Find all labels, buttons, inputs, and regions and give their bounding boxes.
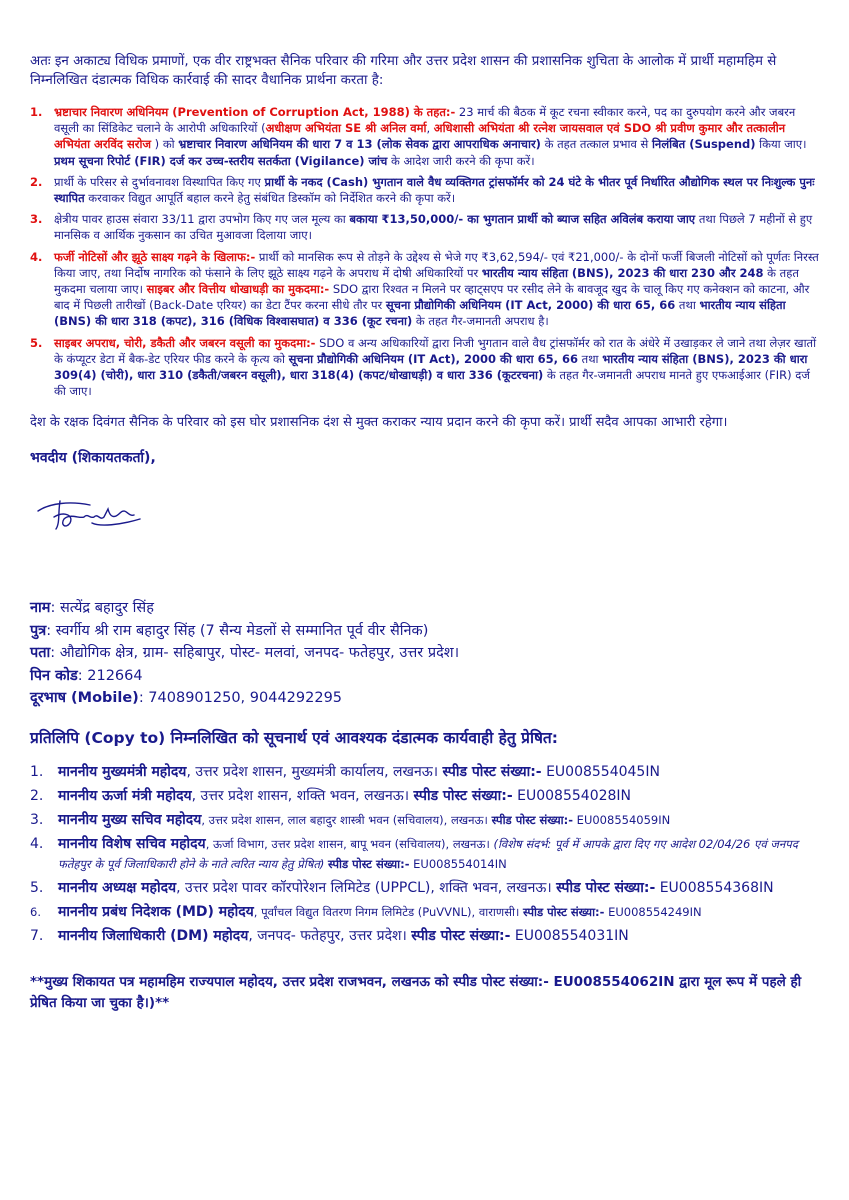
reference-note: (विशेष संदर्भ: पूर्व में आपके द्वारा दिए गए आदेश 02/04/26 एवं जनपद फतेहपुर के पूर्व जिलाधिकारी होने के नाते त्वरित न्याय हेतु प्रेषित) xyxy=(58,836,798,871)
copy-number: 2. xyxy=(30,787,44,804)
recipient-address: , उत्तर प्रदेश पावर कॉरपोरेशन लिमिटेड (UPPCL), शक्ति भवन, लखनऊ। xyxy=(176,879,557,896)
copy-item-5 xyxy=(30,878,820,898)
demand-text: SDO व अन्य अधिकारियों द्वारा निजी भुगतान वाले वैध ट्रांसफॉर्मर को रात के अंधेरे में उखाड़कर ले जाने तथा लेज़र खातों के कंप्यूटर डेटा में बैक-डेट एरियर फीड करने के कृत्य को xyxy=(54,335,817,366)
speed-post-number: EU008554059IN xyxy=(573,812,671,827)
recipient-title: माननीय विशेष सचिव महोदय xyxy=(58,835,206,852)
demand-item-4 xyxy=(30,249,820,330)
recipient-address: , जनपद- फतेहपुर, उत्तर प्रदेश। xyxy=(248,927,412,944)
demand-text: तथा पिछले 7 महीनों से हुए मानसिक व आर्थिक नुकसान का उचित मुआवजा दिलाया जाए। xyxy=(54,212,813,243)
speed-post-label: स्पीड पोस्ट संख्या:- xyxy=(442,763,542,780)
speed-post-label: स्पीड पोस्ट संख्या:- xyxy=(411,927,511,944)
recipient-address: , पूर्वांचल विद्युत वितरण निगम लिमिटेड (PuVVNL), वाराणसी। xyxy=(253,904,523,919)
field-label: पता xyxy=(30,645,51,662)
speed-post-number: EU008554014IN xyxy=(409,856,507,871)
demand-text-bold: सूचना प्रौद्योगिकी अधिनियम (IT Act), 2000 की धारा 65, 66 xyxy=(288,351,578,366)
recipient-address: , उत्तर प्रदेश शासन, मुख्यमंत्री कार्यालय, लखनऊ। xyxy=(186,763,443,780)
demand-text: के आदेश जारी करने की कृपा करें। xyxy=(387,153,535,168)
demand-number: 3. xyxy=(30,212,43,227)
copy-number: 3. xyxy=(30,811,44,828)
demand-heading: साइबर अपराध, चोरी, डकैती और जबरन वसूली का मुकदमा:- xyxy=(54,335,316,350)
demand-text-highlight: अधिशासी अभियंता श्री रत्नेश जायसवाल एवं SDO श्री प्रवीण कुमार और तत्कालीन अभियंता अरविंद सरोज xyxy=(54,121,786,152)
demand-text: 23 मार्च की बैठक में कूट रचना स्वीकार करने, पद का दुरुपयोग करने और जबरन वसूली का सिंडिकेट चलाने के आरोपी अधिकारियों ( xyxy=(54,105,796,136)
copy-number: 4. xyxy=(30,835,44,852)
demand-number: 2. xyxy=(30,174,43,189)
recipient-address: , उत्तर प्रदेश शासन, लाल बहादुर शास्त्री भवन (सचिवालय), लखनऊ। xyxy=(201,812,492,827)
demand-item-2 xyxy=(30,174,820,206)
demand-text: क्षेत्रीय पावर हाउस संवारा 33/11 द्वारा उपभोग किए गए जल मूल्य का xyxy=(54,212,350,227)
copy-item-2 xyxy=(30,786,820,806)
demand-text: ) को xyxy=(151,137,179,152)
demand-text-bold: भारतीय न्याय संहिता (BNS), 2023 की धारा 309(4) (चोरी), धारा 310 (डकैती/जबरन वसूली), धारा 318(4) (कपट/धोखाधड़ी) व धारा 336 (कूटरचना) xyxy=(54,351,808,383)
speed-post-label: स्पीड पोस्ट संख्या:- xyxy=(522,904,605,919)
demand-item-5 xyxy=(30,335,820,400)
field-label: पिन कोड xyxy=(30,667,78,684)
sender-details xyxy=(30,597,820,710)
copy-item-4 xyxy=(30,834,820,874)
copy-number: 5. xyxy=(30,879,44,896)
speed-post-label: स्पीड पोस्ट संख्या:- xyxy=(413,787,513,804)
sender-name: : सत्येंद्र बहादुर सिंह xyxy=(50,600,154,617)
speed-post-label: स्पीड पोस्ट संख्या:- xyxy=(328,856,410,871)
demand-number: 5. xyxy=(30,335,43,350)
demand-heading: साइबर और वित्तीय धोखाधड़ी का मुकदमा:- xyxy=(146,282,330,297)
recipient-title: माननीय मुख्य सचिव महोदय xyxy=(58,811,202,828)
recipient-address: , उत्तर प्रदेश शासन, शक्ति भवन, लखनऊ। xyxy=(191,787,414,804)
copy-item-6 xyxy=(30,902,820,922)
demand-text-bold: भारतीय न्याय संहिता (BNS) की धारा 318 (कपट), 316 (विधिक विश्वासघात) व 336 (कूट रचना) xyxy=(54,298,786,329)
speed-post-number: EU008554368IN xyxy=(655,879,774,896)
salutation: भवदीय (शिकायतकर्ता), xyxy=(30,450,156,467)
demand-item-3 xyxy=(30,211,820,243)
speed-post-label: स्पीड पोस्ट संख्या:- xyxy=(491,812,574,827)
sender-phone-row xyxy=(30,687,820,710)
copy-number: 6. xyxy=(30,904,41,919)
footnote: **मुख्य शिकायत पत्र महामहिम राज्यपाल महोदय, उत्तर प्रदेश राजभवन, लखनऊ को स्पीड पोस्ट संख्या:- EU008554062IN द्वारा मूल रूप में पहले ही प्रेषित किया जा चुका है।)** xyxy=(30,973,802,1011)
speed-post-number: EU008554249IN xyxy=(604,904,702,919)
speed-post-number: EU008554031IN xyxy=(510,927,629,944)
demand-text-bold: भ्रष्टाचार निवारण अधिनियम की धारा 7 व 13 (लोक सेवक द्वारा आपराधिक अनाचार) xyxy=(178,137,541,152)
copy-item-1 xyxy=(30,762,820,782)
demand-text: के तहत तत्काल प्रभाव से xyxy=(540,137,652,152)
demand-text: करवाकर विद्युत आपूर्ति बहाल करने हेतु संबंधित डिस्कॉम को निर्देशित करने की कृपा करें। xyxy=(84,191,456,206)
demand-text-bold: भारतीय न्याय संहिता (BNS), 2023 की धारा 230 और 248 xyxy=(481,265,764,280)
copy-number: 1. xyxy=(30,763,44,780)
sender-phone: : 7408901250, 9044292295 xyxy=(138,690,343,707)
demand-text: , xyxy=(426,121,434,136)
copy-to-list xyxy=(30,762,820,946)
speed-post-label: स्पीड पोस्ट संख्या:- xyxy=(556,879,656,896)
demand-text: तथा xyxy=(578,351,603,366)
demand-text-bold: प्रार्थी के नकद (Cash) भुगतान वाले वैध व्यक्तिगत ट्रांसफॉर्मर को 24 घंटे के भीतर पूर्व निर्धारित औद्योगिक स्थल पर निःशुल्क पुनः स्थापित xyxy=(54,174,815,206)
recipient-title: माननीय अध्यक्ष महोदय xyxy=(58,879,177,896)
demand-text: तथा xyxy=(675,298,700,313)
demands-list xyxy=(30,104,820,399)
demand-text-bold: प्रथम सूचना रिपोर्ट (FIR) दर्ज कर उच्च-स्तरीय सतर्कता (Vigilance) जांच xyxy=(54,153,388,168)
copy-item-3 xyxy=(30,810,820,830)
copy-number: 7. xyxy=(30,927,44,944)
sender-address-row xyxy=(30,642,820,665)
demand-number: 1. xyxy=(30,105,43,119)
intro-paragraph: अतः इन अकाट्य विधिक प्रमाणों, एक वीर राष्ट्रभक्त सैनिक परिवार की गरिमा और उत्तर प्रदेश शासन की प्रशासनिक शुचिता के आलोक में प्रार्थी महामहिम से निम्नलिखित दंडात्मक विधिक कार्रवाई की सादर वैधानिक प्रार्थना करता है: xyxy=(30,54,777,88)
demand-text-highlight: अधीक्षण अभियंता SE श्री अनिल वर्मा xyxy=(265,121,427,136)
sender-son-row xyxy=(30,620,820,643)
recipient-address: , ऊर्जा विभाग, उत्तर प्रदेश शासन, बापू भवन (सचिवालय), लखनऊ। xyxy=(205,836,494,851)
sender-name-row xyxy=(30,597,820,620)
recipient-title: माननीय मुख्यमंत्री महोदय xyxy=(58,763,187,780)
demand-text: SDO द्वारा रिश्वत न मिलने पर व्हाट्सएप पर रसीद लेने के बावजूद खुद के चालू किए गए कनेक्शन को काटना, और बाद में पिछली तारीखों (Back-Date एरियर) का डेटा टैंपर करना सीधे तौर पर xyxy=(54,282,810,313)
demand-text-bold: बकाया ₹13,50,000/- का भुगतान प्रार्थी को ब्याज सहित अविलंब कराया जाए xyxy=(349,212,696,227)
speed-post-number: EU008554028IN xyxy=(512,787,632,804)
speed-post-number: EU008554045IN xyxy=(541,763,660,780)
demand-heading: फर्जी नोटिसों और झूठे साक्ष्य गढ़ने के खिलाफ:- xyxy=(54,249,256,264)
field-label: दूरभाष (Mobile) xyxy=(30,690,139,707)
recipient-title: माननीय जिलाधिकारी (DM) महोदय xyxy=(58,927,249,944)
demand-text-bold: निलंबित (Suspend) xyxy=(651,137,756,152)
demand-text: प्रार्थी को मानसिक रूप से तोड़ने के उद्देश्य से भेजे गए ₹3,62,594/- एवं ₹21,000/- के दोनों फर्जी बिजली नोटिसों को पूर्णतः निरस्त किया जाए, तथा निर्दोष नागरिक को फंसाने के लिए झूठे साक्ष्य गढ़ने के अपराध में दोषी अधिकारियों पर xyxy=(54,249,819,280)
demand-text: के तहत गैर-जमानती अपराध है। xyxy=(412,314,549,329)
sender-pin: : 212664 xyxy=(77,667,143,684)
closing-paragraph: देश के रक्षक दिवंगत सैनिक के परिवार को इस घोर प्रशासनिक दंश से मुक्त कराकर न्याय प्रदान करने की कृपा करें। प्रार्थी सदैव आपका आभारी रहेगा। xyxy=(30,415,728,431)
demand-text-bold: सूचना प्रौद्योगिकी अधिनियम (IT Act, 2000) की धारा 65, 66 xyxy=(385,298,676,313)
signature-image xyxy=(30,473,160,543)
letter-page xyxy=(30,52,820,1027)
copy-item-7 xyxy=(30,926,820,946)
sender-father: : स्वर्गीय श्री राम बहादुर सिंह (7 सैन्य मेडलों से सम्मानित पूर्व वीर सैनिक) xyxy=(46,622,429,639)
demand-text: के तहत गैर-जमानती अपराध मानते हुए एफआईआर (FIR) दर्ज की जाए। xyxy=(54,368,810,399)
sender-pin-row xyxy=(30,665,820,688)
recipient-title: माननीय प्रबंध निदेशक (MD) महोदय xyxy=(58,903,254,920)
field-label: पुत्र xyxy=(30,622,47,639)
demand-text: प्रार्थी के परिसर से दुर्भावनावश विस्थापित किए गए xyxy=(54,174,265,189)
demand-number: 4. xyxy=(30,249,43,264)
recipient-title: माननीय ऊर्जा मंत्री महोदय xyxy=(58,787,192,804)
field-label: नाम xyxy=(30,600,51,617)
demand-text: के तहत मुकदमा चलाया जाए। xyxy=(54,265,799,297)
demand-text: किया जाए। xyxy=(755,137,807,152)
demand-heading: भ्रष्टाचार निवारण अधिनियम (Prevention of Corruption Act, 1988) के तहत:- xyxy=(54,105,456,119)
demand-item-1 xyxy=(30,104,820,169)
copy-to-heading: प्रतिलिपि (Copy to) निम्नलिखित को सूचनार्थ एवं आवश्यक दंडात्मक कार्यवाही हेतु प्रेषित: xyxy=(30,728,558,747)
sender-address: : औद्योगिक क्षेत्र, ग्राम- सहिबापुर, पोस्ट- मलवां, जनपद- फतेहपुर, उत्तर प्रदेश। xyxy=(50,645,460,662)
